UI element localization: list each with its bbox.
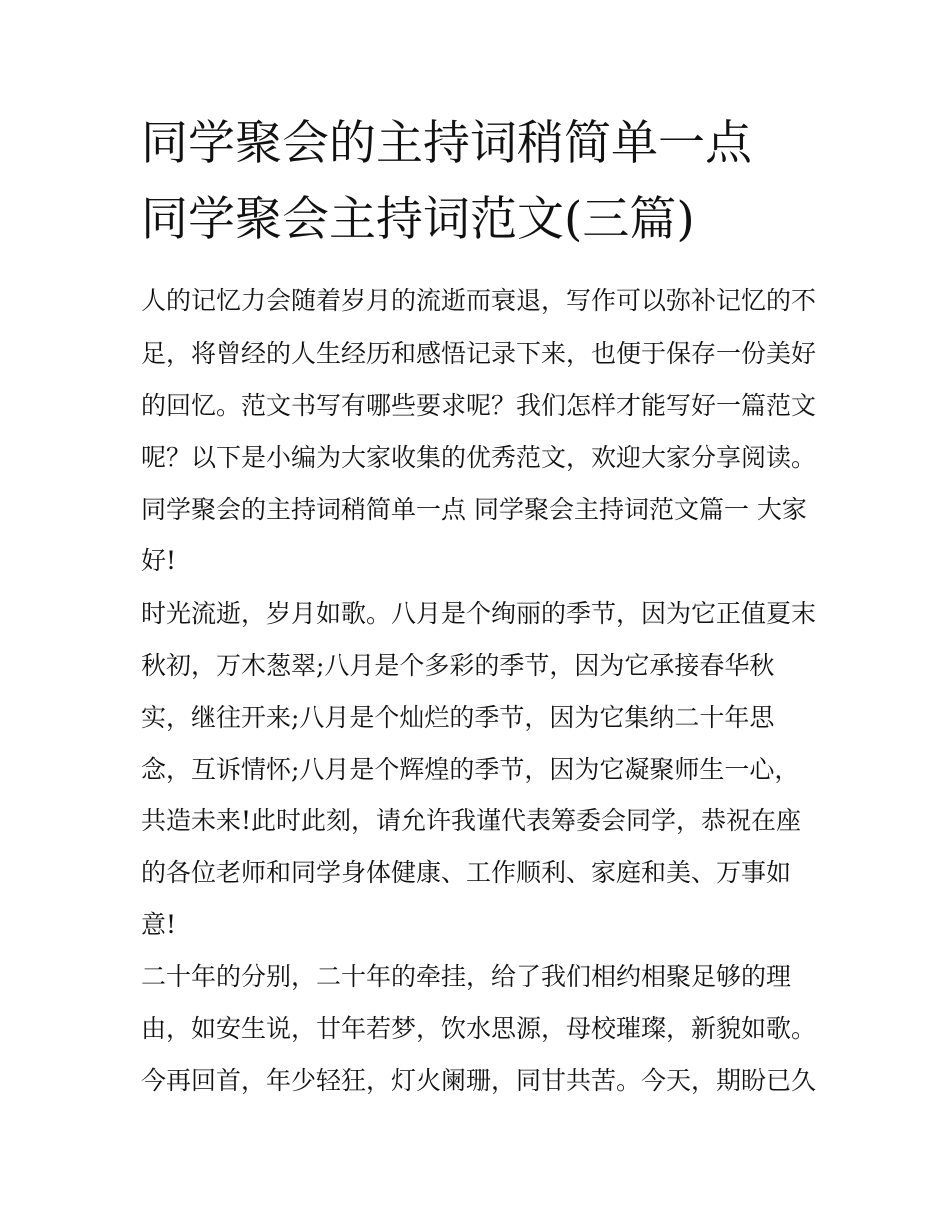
body-text-line: 的回忆。范文书写有哪些要求呢？我们怎样才能写好一篇范文 <box>141 391 817 420</box>
body-text-line: 共造未来!此时此刻，请允许我谨代表筹委会同学，恭祝在座 <box>141 806 802 835</box>
body-text-line: 时光流逝，岁月如歌。八月是个绚丽的季节，因为它正值夏末 <box>141 599 817 628</box>
body-text-line: 实，继往开来;八月是个灿烂的季节，因为它集纳二十年思 <box>141 703 775 732</box>
body-text-line: 好! <box>141 546 177 575</box>
body-text-line: 呢？以下是小编为大家收集的优秀范文，欢迎大家分享阅读。 <box>141 443 817 472</box>
document-title-line-1: 同学聚会的主持词稍简单一点 <box>141 116 752 171</box>
document-title-line-2: 同学聚会主持词范文(三篇) <box>141 192 695 247</box>
body-text-line: 由，如安生说，廿年若梦，饮水思源，母校璀璨，新貌如歌。 <box>141 1014 817 1043</box>
body-text-line: 秋初，万木葱翠;八月是个多彩的季节，因为它承接春华秋 <box>141 651 775 680</box>
body-text-line: 同学聚会的主持词稍简单一点 同学聚会主持词范文篇一 大家 <box>141 495 807 524</box>
body-text-line: 人的记忆力会随着岁月的流逝而衰退，写作可以弥补记忆的不 <box>141 286 817 315</box>
body-text-line: 足，将曾经的人生经历和感悟记录下来，也便于保存一份美好 <box>141 339 817 368</box>
body-text-line: 今再回首，年少轻狂，灯火阑珊，同甘共苦。今天，期盼已久 <box>141 1066 817 1095</box>
body-text-line: 二十年的分别，二十年的牵挂，给了我们相约相聚足够的理 <box>141 962 792 991</box>
body-text-line: 的各位老师和同学身体健康、工作顺利、家庭和美、万事如 <box>141 858 792 887</box>
body-text-line: 念，互诉情怀;八月是个辉煌的季节，因为它凝聚师生一心， <box>141 755 800 784</box>
body-text-line: 意! <box>141 910 177 939</box>
